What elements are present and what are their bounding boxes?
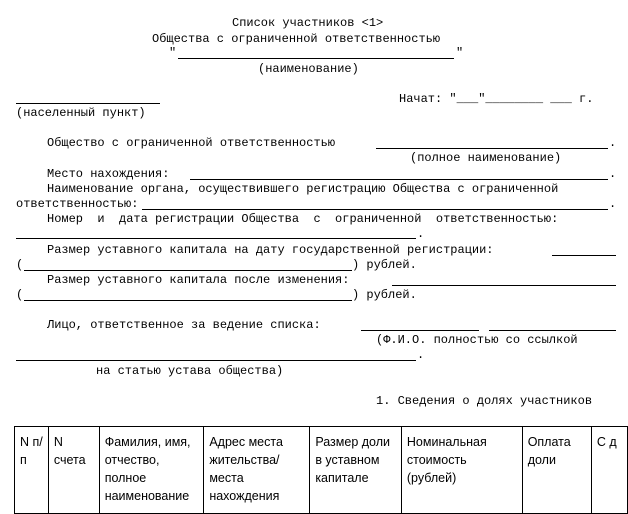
col-header-account: N счета (48, 427, 99, 514)
responsible-label: Лицо, ответственное за ведение списка: (47, 318, 321, 332)
capital-change-paren-open: ( (16, 288, 24, 302)
authority-end-dot: . (609, 197, 617, 211)
authority-label-line1: Наименование органа, осуществившего регистрацию Общества с ограниченной (47, 182, 559, 196)
settlement-line (16, 103, 160, 104)
location-label: Место нахождения: (47, 167, 170, 181)
quote-close: " (456, 46, 464, 60)
company-name-line (178, 58, 454, 59)
authority-line (142, 209, 608, 210)
regnum-line (16, 238, 416, 239)
company-label: Общество с ограниченной ответственностью (47, 136, 336, 150)
company-caption: (полное наименование) (410, 151, 562, 165)
capital-change-label: Размер уставного капитала после изменения: (47, 273, 350, 287)
col-header-number: N п/п (15, 427, 49, 514)
location-end-dot: . (609, 167, 617, 181)
responsible-line-2 (489, 330, 616, 331)
list-title: Список участников <1> (232, 16, 384, 30)
capital-label: Размер уставного капитала на дату государственной регистрации: (47, 243, 494, 257)
capital-change-words-line (24, 300, 352, 301)
table-header-row (15, 427, 628, 514)
company-end-dot: . (609, 136, 617, 150)
capital-change-currency: ) рублей. (352, 288, 417, 302)
responsible-line-1 (361, 330, 479, 331)
authority-label-line2: ответственностью: (16, 197, 139, 211)
responsible-caption-2: на статью устава общества) (96, 364, 284, 378)
settlement-caption: (населенный пункт) (16, 106, 146, 120)
capital-paren-open: ( (16, 258, 24, 272)
name-caption: (наименование) (258, 62, 359, 76)
col-header-nominal-value: Номинальная стоимость (рублей) (401, 427, 522, 514)
responsible-line-3 (16, 360, 416, 361)
capital-words-line (24, 270, 352, 271)
capital-value-line (552, 255, 616, 256)
capital-change-value-line (392, 285, 616, 286)
col-header-address: Адрес места жительства/места нахождения (204, 427, 310, 514)
section-title: 1. Сведения о долях участников (376, 394, 593, 408)
responsible-end-dot: . (417, 348, 425, 362)
capital-currency: ) рублей. (352, 258, 417, 272)
col-header-share-size: Размер доли в уставном капитале (310, 427, 402, 514)
quote-open: " (169, 46, 177, 60)
col-header-full-name: Фамилия, имя, отчество, полное наименование (99, 427, 204, 514)
list-subtitle: Общества с ограниченной ответственностью (152, 32, 441, 46)
col-header-truncated: С д (591, 427, 627, 514)
started-date: Начат: "___"________ ___ г. (399, 92, 594, 106)
regnum-label: Номер и дата регистрации Общества с ограниченной ответственностью: (47, 212, 559, 226)
location-line (190, 179, 608, 180)
company-full-name-line (376, 148, 608, 149)
responsible-caption: (Ф.И.О. полностью со ссылкой (376, 333, 578, 347)
col-header-payment: Оплата доли (522, 427, 591, 514)
regnum-end-dot: . (417, 227, 425, 241)
